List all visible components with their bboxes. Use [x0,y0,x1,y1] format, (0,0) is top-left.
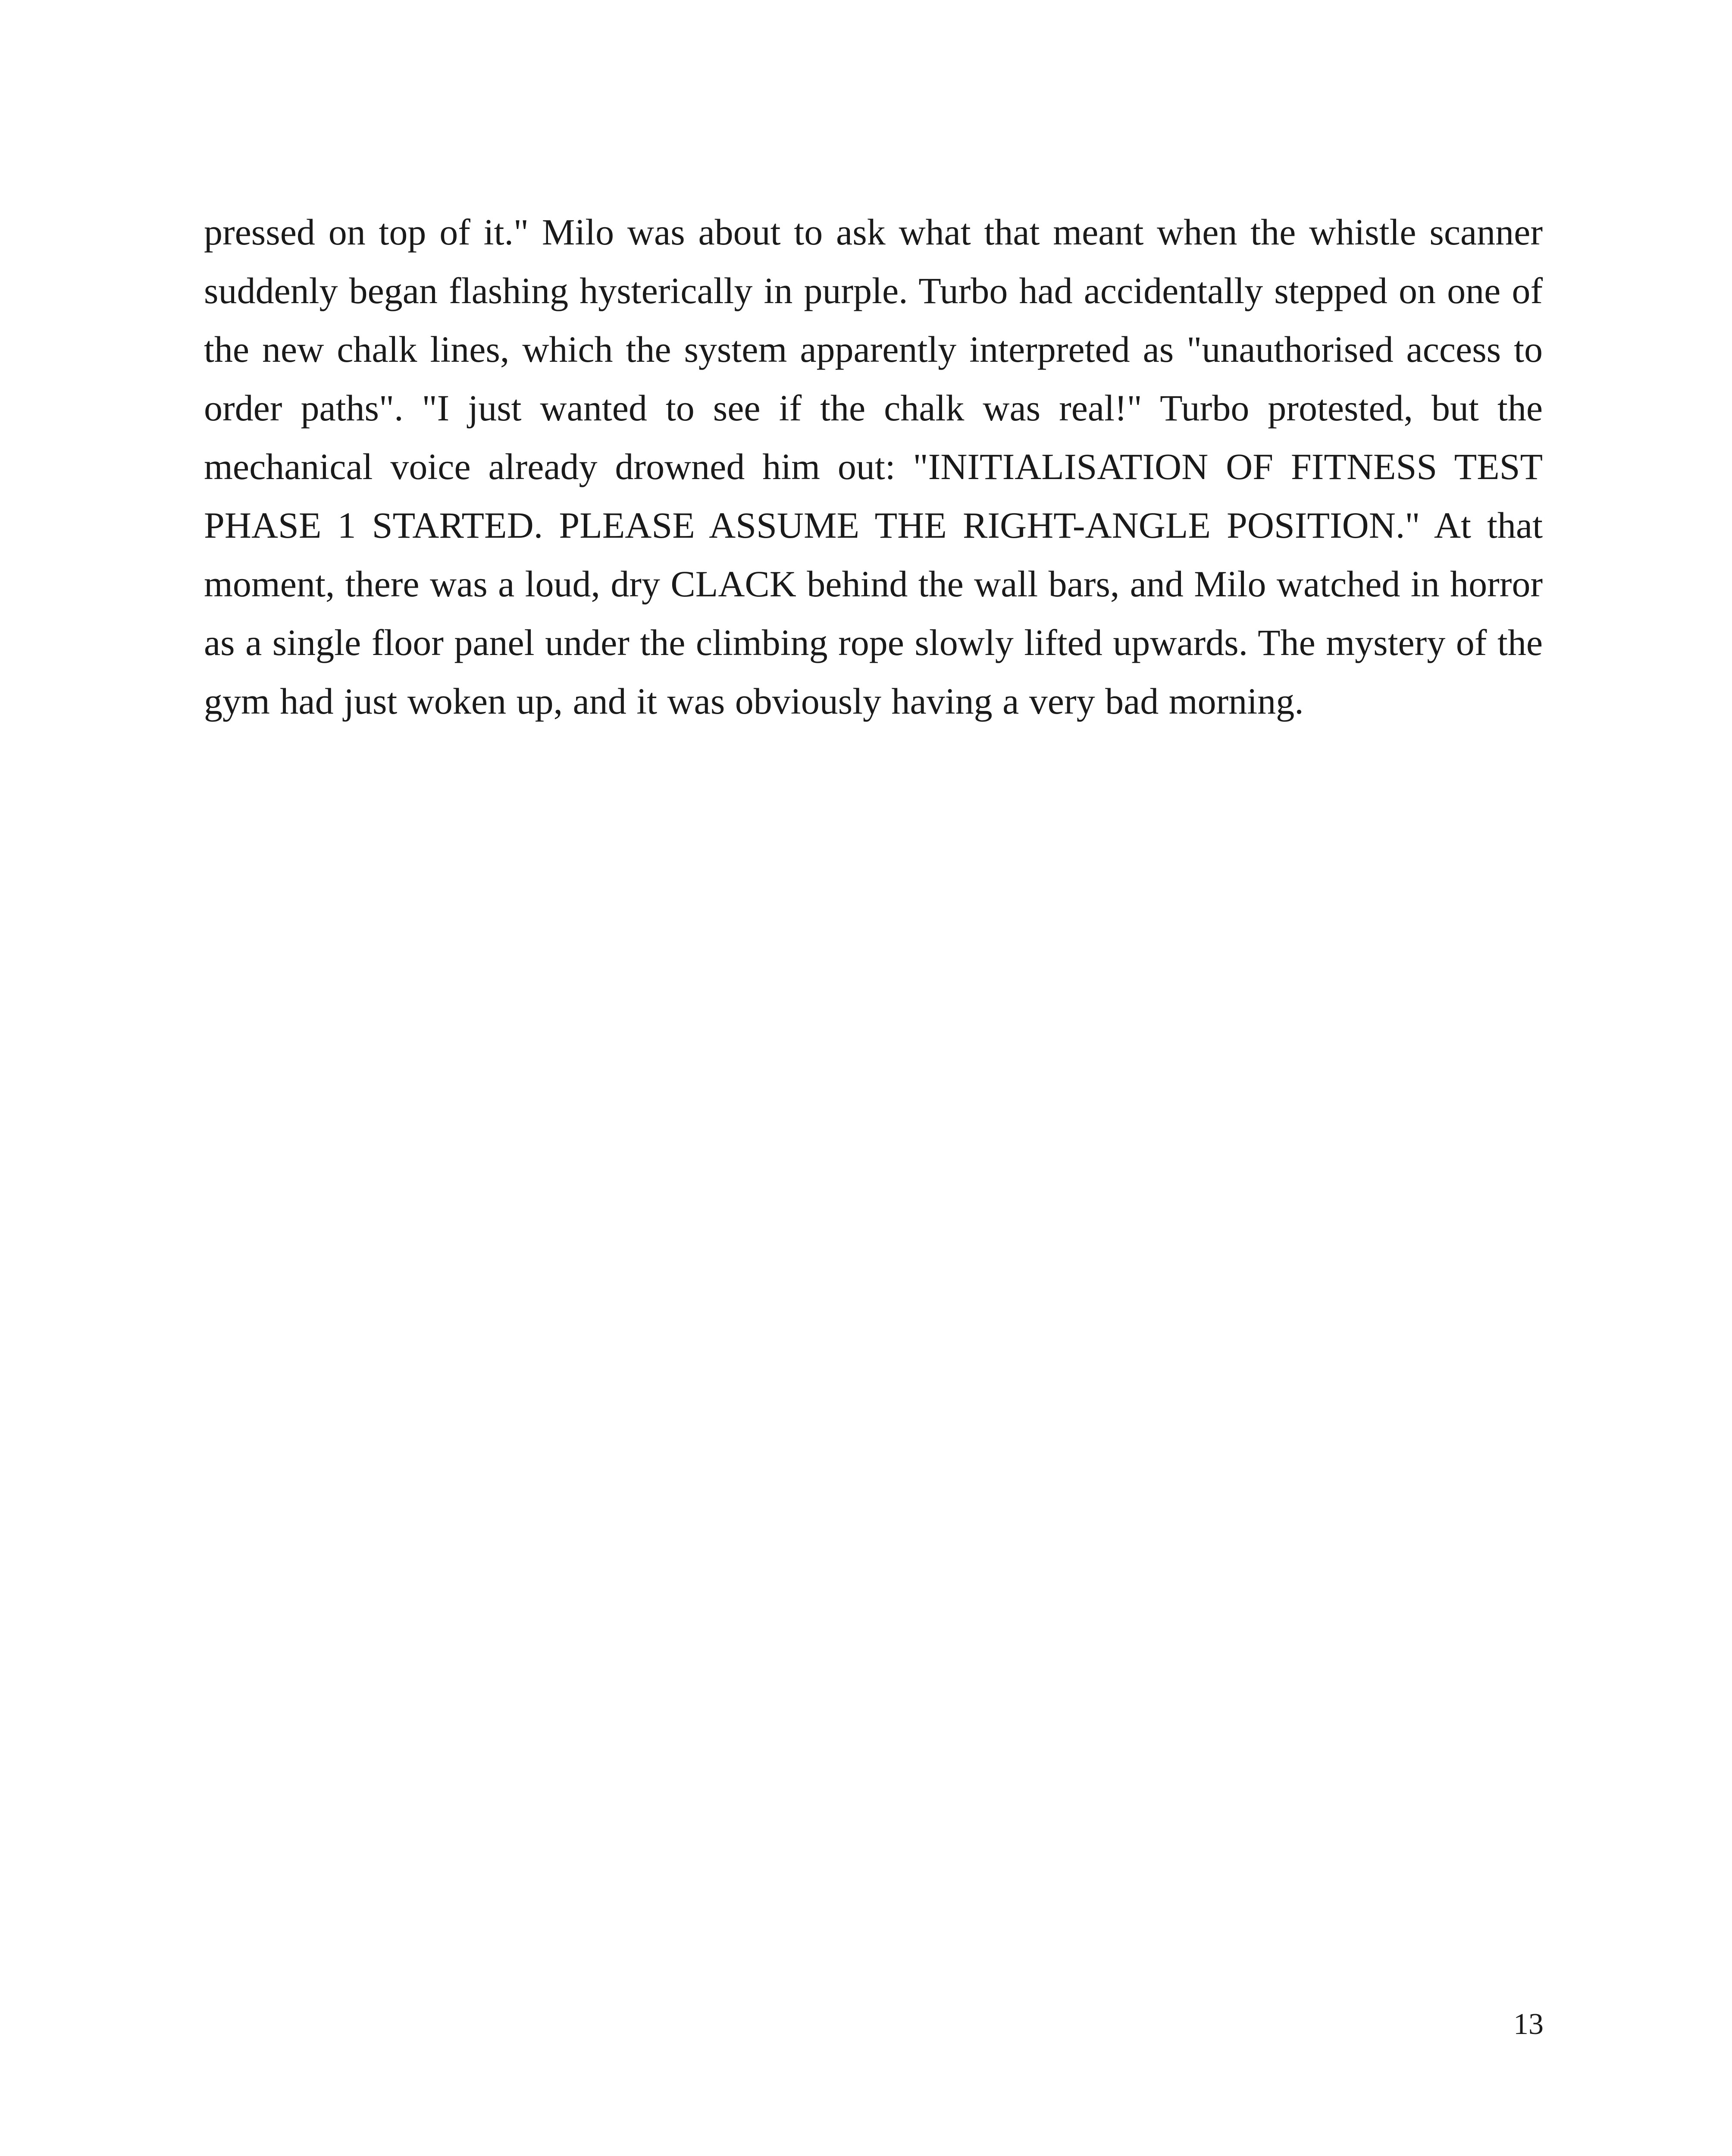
page-number: 13 [1513,2008,1544,2041]
body-paragraph: pressed on top of it." Milo was about to ask what that meant when the whistle scanner suddenly began flashing hysterically in purple. Turbo had accidentally stepped on one of the new chalk lines, which the system apparently interpreted as "unauthorised access to order paths". "I just wanted to see if the chalk was real!" Turbo protested, but the mechanical voice already drowned him out: "INITIALISATION OF FITNESS TEST PHASE 1 STARTED. PLEASE ASSUME THE RIGHT-ANGLE POSITION." At that moment, there was a loud, dry CLACK behind the wall bars, and Milo watched in horror as a single floor panel under the climbing rope slowly lifted upwards. The mystery of the gym had just woken up, and it was obviously having a very bad morning. [204,211,1543,722]
